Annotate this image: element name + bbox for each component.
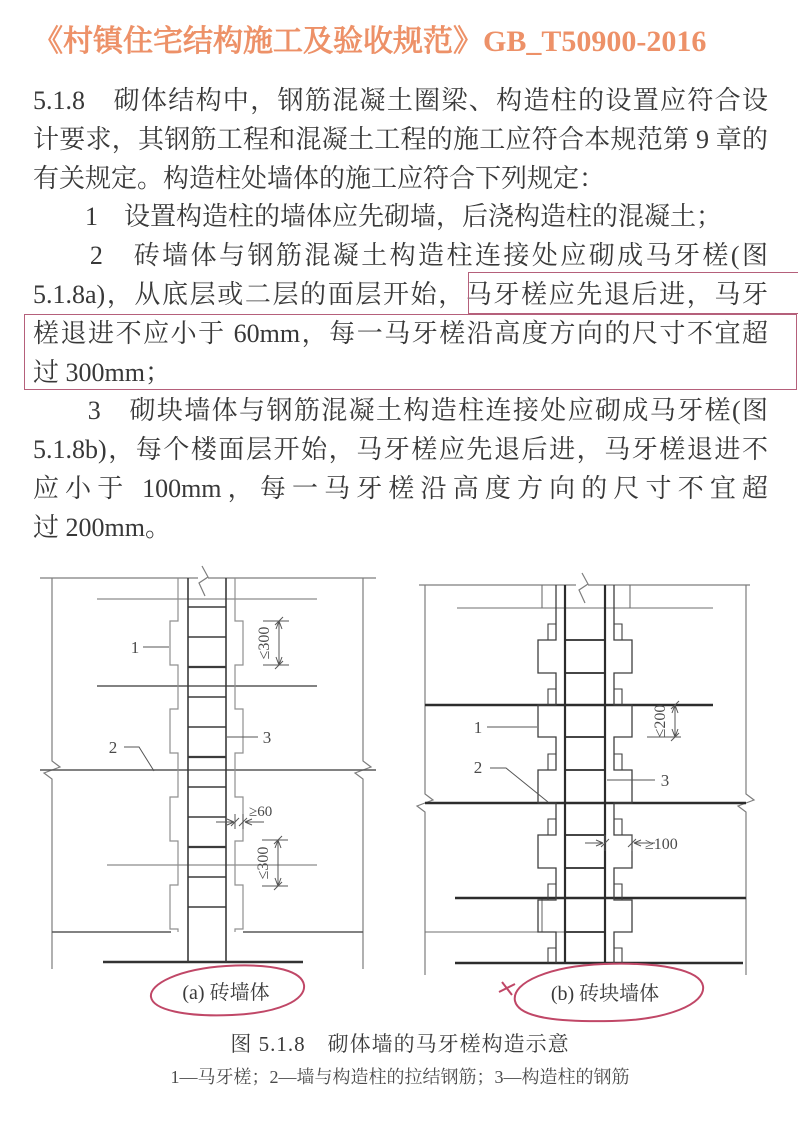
paragraph-line: 计要求，其钢筋工程和混凝土工程的施工应符合本规范第 9 章的 bbox=[33, 124, 768, 154]
label-1: 1 bbox=[130, 638, 140, 657]
dim-text-tooth-height-bottom: ≤300 bbox=[255, 846, 272, 880]
paragraph-line: 5.1.8 砌体结构中，钢筋混凝土圈梁、构造柱的设置应符合设 bbox=[33, 86, 768, 115]
paragraph-line: 槎退进不应小于 60mm，每一马牙槎沿高度方向的尺寸不宜超 bbox=[33, 318, 768, 348]
label-1: 1 bbox=[473, 718, 483, 737]
paragraph-line: 2 砖墙体与钢筋混凝土构造柱连接处应砌成马牙槎(图 bbox=[33, 241, 768, 271]
dim-text-tooth-height-top: ≤300 bbox=[256, 626, 273, 660]
dim-text-recess-depth: ≥100 bbox=[645, 836, 678, 853]
highlight-box-bottom bbox=[24, 314, 797, 390]
diagram-b-block-wall bbox=[415, 563, 795, 1025]
label-3: 3 bbox=[262, 728, 272, 747]
highlight-box-top bbox=[468, 272, 798, 314]
course-lines bbox=[425, 585, 713, 932]
figure-legend: 1—马牙槎；2—墙与构造柱的拉结钢筋；3—构造柱的钢筋 bbox=[170, 1067, 630, 1087]
label-2: 2 bbox=[473, 758, 483, 777]
figure-caption: 图 5.1.8 砌体墙的马牙槎构造示意 bbox=[230, 1032, 570, 1056]
paragraph-line: 5.1.8b)，每个楼面层开始，马牙槎应先退后进，马牙槎退进不 bbox=[33, 435, 768, 465]
label-2: 2 bbox=[108, 738, 118, 757]
label-3: 3 bbox=[660, 771, 670, 790]
diagram-a-brick-wall bbox=[36, 563, 394, 1019]
wall-boundary-lines bbox=[417, 573, 754, 975]
paragraph-line: 过 200mm。 bbox=[33, 512, 171, 542]
dim-text-tooth-height: ≤200 bbox=[652, 704, 669, 738]
paragraph-line: 1 设置构造柱的墙体应先砌墙，后浇构造柱的混凝土； bbox=[33, 202, 723, 232]
toothing-outline bbox=[170, 578, 243, 932]
wall-boundary-lines bbox=[40, 566, 376, 969]
diagram-b-caption: (b) 砖块墙体 bbox=[550, 983, 660, 1005]
paragraph-line: 3 砌块墙体与钢筋混凝土构造柱连接处应砌成马牙槎(图 bbox=[33, 396, 768, 426]
floor-lines bbox=[425, 705, 746, 963]
toothing-outline bbox=[538, 585, 632, 963]
callout-leaders bbox=[487, 727, 655, 802]
paragraph-line: 过 300mm； bbox=[33, 357, 171, 387]
dim-text-recess-depth: ≥60 bbox=[249, 804, 273, 820]
paragraph-line: 有关规定。构造柱处墙体的施工应符合下列规定： bbox=[33, 163, 606, 193]
paragraph-line: 5.1.8a)，从底层或二层的面层开始，马牙槎应先退后进，马牙 bbox=[33, 279, 768, 309]
paragraph-line: 应小于 100mm，每一马牙槎沿高度方向的尺寸不宜超 bbox=[33, 473, 768, 503]
page-title: 《村镇住宅结构施工及验收规范》GB_T50900-2016 bbox=[33, 25, 707, 58]
diagram-a-caption: (a) 砖墙体 bbox=[182, 982, 270, 1004]
column-lines bbox=[565, 585, 605, 963]
